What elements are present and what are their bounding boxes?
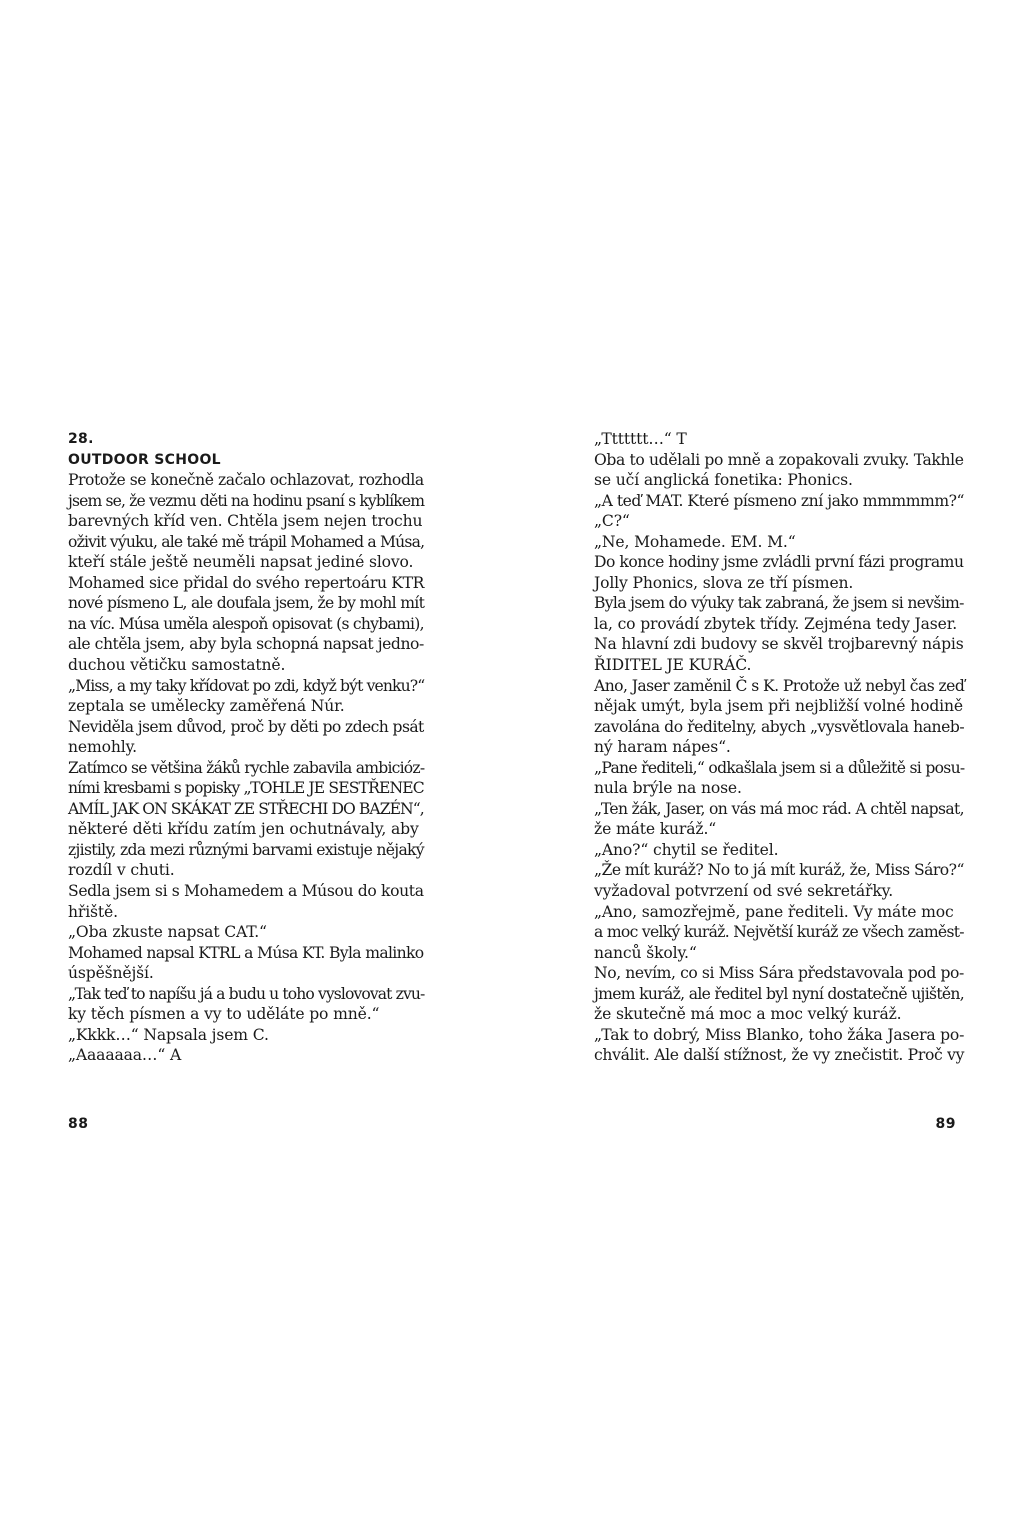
text-line: nové písmeno L, ale doufala jsem, že by mohl mít bbox=[68, 594, 425, 613]
text-line: nemohly. bbox=[68, 738, 137, 757]
text-line: Mohamed napsal KTRL a Músa KT. Byla malinko bbox=[68, 943, 424, 962]
text-line: jsem se, že vezmu děti na hodinu psaní s kyblíkem bbox=[68, 491, 425, 510]
text-line: „C?“ bbox=[594, 512, 630, 531]
text-line: „Ne, Mohamede. EM. M.“ bbox=[594, 532, 796, 551]
text-line: Mohamed sice přidal do svého repertoáru KTR bbox=[68, 573, 425, 592]
text-line: vyžadoval potvrzení od své sekretářky. bbox=[594, 882, 894, 901]
text-line: Ano, Jaser zaměnil Č s K. Protože už nebyl čas zeď bbox=[594, 676, 965, 695]
right-page bbox=[512, 0, 1024, 1536]
text-line: rozdíl v chuti. bbox=[68, 861, 175, 880]
text-line: zeptala se umělecky zaměřená Núr. bbox=[68, 697, 345, 716]
text-line: ŘIDITEL JE KURÁČ. bbox=[594, 656, 752, 675]
text-line: že skutečně má moc a moc velký kuráž. bbox=[594, 1005, 902, 1024]
text-line: Na hlavní zdi budovy se skvěl trojbarevný nápis bbox=[594, 635, 964, 654]
text-line: Byla jsem do výuky tak zabraná, že jsem si nevšim- bbox=[594, 594, 964, 613]
text-line: nula brýle na nose. bbox=[594, 779, 742, 798]
text-line: la, co provádí zbytek třídy. Zejména tedy Jaser. bbox=[594, 614, 958, 633]
left-text-column bbox=[68, 429, 424, 1066]
text-line: duchou větičku samostatně. bbox=[68, 656, 286, 675]
text-line: kteří stále ještě neuměli napsat jediné slovo. bbox=[68, 553, 414, 572]
text-line: se učí anglická fonetika: Phonics. bbox=[594, 471, 853, 490]
text-line: zavolána do ředitelny, abych „vysvětlovala haneb- bbox=[594, 717, 965, 736]
text-line: Zatímco se většina žáků rychle zabavila ambicióz- bbox=[68, 758, 425, 777]
text-line: Sedla jsem si s Mohamedem a Músou do kouta bbox=[68, 882, 424, 901]
text-line: na víc. Músa uměla alespoň opisovat (s chybami), bbox=[68, 614, 424, 633]
page-number-left: 88 bbox=[68, 1116, 89, 1132]
chapter-number: 28. bbox=[68, 431, 94, 447]
text-line: „A teď MAT. Které písmeno zní jako mmmmmm?“ bbox=[594, 491, 965, 510]
text-line: ními kresbami s popisky „TOHLE JE SESTŘENEC bbox=[68, 779, 424, 798]
chapter-title: OUTDOOR SCHOOL bbox=[68, 451, 221, 468]
text-line: některé děti křídu zatím jen ochutnávaly, aby bbox=[68, 820, 419, 839]
text-line: „Ano, samozřejmě, pane řediteli. Vy máte moc bbox=[594, 902, 954, 921]
text-line: „Tak teď to napíšu já a budu u toho vyslovovat zvu- bbox=[68, 984, 425, 1003]
text-line: zjistily, zda mezi různými barvami existuje nějaký bbox=[68, 840, 424, 859]
text-line: ale chtěla jsem, aby byla schopná napsat jedno- bbox=[68, 635, 424, 654]
text-line: „Ten žák, Jaser, on vás má moc rád. A chtěl napsat, bbox=[594, 799, 964, 818]
text-line: „Pane řediteli,“ odkašlala jsem si a důležitě si posu- bbox=[594, 758, 965, 777]
text-line: „Kkkk…“ Napsala jsem C. bbox=[68, 1025, 269, 1044]
text-line: ky těch písmen a vy to uděláte po mně.“ bbox=[68, 1005, 380, 1024]
text-line: chválit. Ale další stížnost, že vy znečistit. Proč vy bbox=[594, 1046, 965, 1065]
text-line: ný haram nápes“. bbox=[594, 738, 731, 757]
right-text-column bbox=[594, 429, 964, 1066]
text-line: nějak umýt, byla jsem při nejbližší volné hodině bbox=[594, 697, 963, 716]
left-body-text bbox=[68, 470, 424, 1066]
text-line: „Aaaaaaa…“ A bbox=[68, 1046, 182, 1065]
text-line: nanců školy.“ bbox=[594, 943, 697, 962]
page-number-right: 89 bbox=[935, 1116, 956, 1132]
text-line: jmem kuráž, ale ředitel byl nyní dostatečně ujištěn, bbox=[594, 984, 965, 1003]
text-line: AMÍL JAK ON SKÁKAT ZE STŘECHI DO BAZÉN“, bbox=[68, 799, 424, 818]
text-line: hřiště. bbox=[68, 902, 118, 921]
text-line: Oba to udělali po mně a zopakovali zvuky. Takhle bbox=[594, 450, 964, 469]
text-line: barevných kříd ven. Chtěla jsem nejen trochu bbox=[68, 512, 423, 531]
text-line: „Miss, a my taky křídovat po zdi, když být venku?“ bbox=[68, 676, 425, 695]
text-line: Jolly Phonics, slova ze tří písmen. bbox=[594, 573, 854, 592]
text-line: a moc velký kuráž. Největší kuráž ze všech zaměst- bbox=[594, 923, 964, 942]
text-line: Neviděla jsem důvod, proč by děti po zdech psát bbox=[68, 717, 424, 736]
text-line: No, nevím, co si Miss Sára představovala pod po- bbox=[594, 964, 964, 983]
text-line: že máte kuráž.“ bbox=[594, 820, 717, 839]
text-line: oživit výuku, ale také mě trápil Mohamed a Músa, bbox=[68, 532, 425, 551]
text-line: „Oba zkuste napsat CAT.“ bbox=[68, 923, 267, 942]
text-line: „Tak to dobrý, Miss Blanko, toho žáka Jasera po- bbox=[594, 1025, 965, 1044]
text-line: „Ttttttt…“ T bbox=[594, 430, 687, 448]
text-line: Protože se konečně začalo ochlazovat, rozhodla bbox=[68, 471, 424, 490]
text-line: „Ano?“ chytil se ředitel. bbox=[594, 840, 779, 859]
text-line: Do konce hodiny jsme zvládli první fázi programu bbox=[594, 553, 964, 572]
text-line: „Že mít kuráž? No to já mít kuráž, že, Miss Sáro?“ bbox=[594, 861, 964, 880]
text-line: úspěšnější. bbox=[68, 964, 154, 983]
